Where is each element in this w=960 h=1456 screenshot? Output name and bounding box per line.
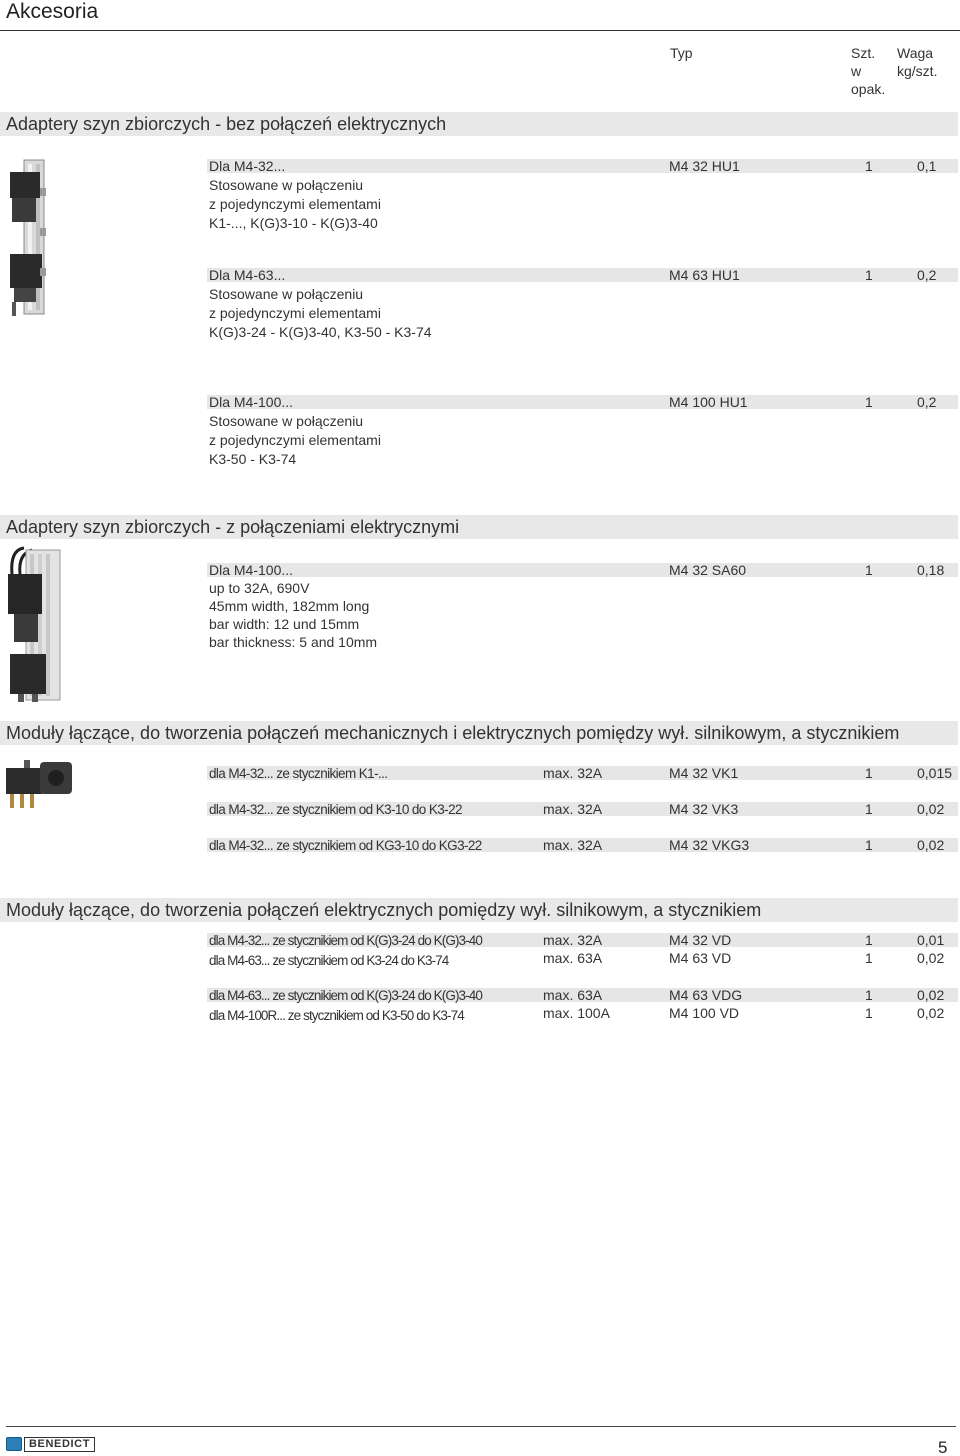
module-description: dla M4-63... ze stycznikiem od K3-24 do K3-74 <box>209 953 449 968</box>
max-current: max. 32A <box>543 932 603 948</box>
description-line: z pojedynczymi elementami <box>209 305 381 321</box>
module-description: dla M4-32... ze stycznikiem od K3-10 do K3-22 <box>209 802 462 817</box>
product-description <box>209 393 381 469</box>
logo-mark-icon <box>6 1437 22 1451</box>
product-type: M4 32 VK3 <box>669 801 739 817</box>
pack-quantity: 1 <box>865 950 873 966</box>
max-current: max. 63A <box>543 950 603 966</box>
section-title: Moduły łączące, do tworzenia połączeń mechanicznych i elektrycznych pomiędzy wył. silnikowym, a stycznikiem <box>0 721 958 745</box>
column-header-waga-line: kg/szt. <box>897 63 938 79</box>
column-header-szt-line: w <box>851 63 862 79</box>
module-description: dla M4-100R... ze stycznikiem od K3-50 do K3-74 <box>209 1008 464 1023</box>
weight: 0,1 <box>917 158 937 174</box>
description-line: Dla M4-100... <box>209 394 294 410</box>
module-description: dla M4-32... ze stycznikiem od KG3-10 do KG3-22 <box>209 838 482 853</box>
module-description: dla M4-32... ze stycznikiem od K(G)3-24 do K(G)3-40 <box>209 933 482 948</box>
pack-quantity: 1 <box>865 267 873 283</box>
description-line: K3-50 - K3-74 <box>209 451 297 467</box>
product-description <box>209 561 377 651</box>
product-type: M4 63 HU1 <box>669 267 740 283</box>
product-type: M4 100 HU1 <box>669 394 748 410</box>
pack-quantity: 1 <box>865 394 873 410</box>
weight: 0,02 <box>917 950 945 966</box>
weight: 0,02 <box>917 987 945 1003</box>
column-header-szt-line: Szt. <box>851 45 876 61</box>
product-type: M4 32 VD <box>669 932 732 948</box>
weight: 0,01 <box>917 932 945 948</box>
section-title: Moduły łączące, do tworzenia połączeń elektrycznych pomiędzy wył. silnikowym, a stycznikiem <box>0 898 958 922</box>
pack-quantity: 1 <box>865 765 873 781</box>
description-line: Stosowane w połączeniu <box>209 177 364 193</box>
max-current: max. 63A <box>543 987 603 1003</box>
weight: 0,02 <box>917 837 945 853</box>
column-header-typ: Typ <box>670 45 693 61</box>
column-header-szt <box>851 44 885 98</box>
section-title: Adaptery szyn zbiorczych - z połączeniami elektrycznymi <box>0 515 958 539</box>
pack-quantity: 1 <box>865 1005 873 1021</box>
description-line: Dla M4-63... <box>209 267 286 283</box>
footer-divider <box>6 1426 956 1427</box>
max-current: max. 100A <box>543 1005 610 1021</box>
max-current: max. 32A <box>543 765 603 781</box>
product-type: M4 32 VKG3 <box>669 837 750 853</box>
product-type: M4 100 VD <box>669 1005 740 1021</box>
weight: 0,2 <box>917 394 937 410</box>
max-current: max. 32A <box>543 801 603 817</box>
weight: 0,02 <box>917 801 945 817</box>
description-line: Dla M4-32... <box>209 158 286 174</box>
page-title: Akcesoria <box>6 0 99 23</box>
product-type: M4 32 HU1 <box>669 158 740 174</box>
page-number: 5 <box>938 1438 948 1456</box>
weight: 0,015 <box>917 765 953 781</box>
product-description <box>209 157 381 233</box>
pack-quantity: 1 <box>865 801 873 817</box>
weight: 0,18 <box>917 562 945 578</box>
description-line: Stosowane w połączeniu <box>209 413 364 429</box>
busbar-adapter-electrical-image <box>4 544 64 704</box>
column-header-waga-line: Waga <box>897 45 934 61</box>
description-line: Stosowane w połączeniu <box>209 286 364 302</box>
description-line: Dla M4-100... <box>209 562 294 578</box>
description-line: z pojedynczymi elementami <box>209 432 381 448</box>
section-title: Adaptery szyn zbiorczych - bez połączeń elektrycznych <box>0 112 958 136</box>
pack-quantity: 1 <box>865 932 873 948</box>
weight: 0,02 <box>917 1005 945 1021</box>
title-divider <box>0 30 960 31</box>
logo-text: BENEDICT <box>24 1437 95 1452</box>
connection-module-image <box>4 758 74 810</box>
description-line: K1-..., K(G)3-10 - K(G)3-40 <box>209 215 378 231</box>
busbar-adapter-image <box>4 158 54 318</box>
product-type: M4 32 SA60 <box>669 562 747 578</box>
benedict-logo <box>6 1436 106 1452</box>
pack-quantity: 1 <box>865 837 873 853</box>
pack-quantity: 1 <box>865 158 873 174</box>
product-type: M4 63 VD <box>669 950 732 966</box>
column-header-waga <box>897 44 937 80</box>
busbar-adapter-electrical-svg <box>4 544 64 704</box>
weight: 0,2 <box>917 267 937 283</box>
product-description <box>209 266 432 342</box>
product-type: M4 32 VK1 <box>669 765 739 781</box>
pack-quantity: 1 <box>865 987 873 1003</box>
connection-module-svg <box>4 758 74 810</box>
description-line: 45mm width, 182mm long <box>209 598 370 614</box>
product-type: M4 63 VDG <box>669 987 743 1003</box>
pack-quantity: 1 <box>865 562 873 578</box>
description-line: z pojedynczymi elementami <box>209 196 381 212</box>
column-header-szt-line: opak. <box>851 81 886 97</box>
description-line: bar width: 12 und 15mm <box>209 616 360 632</box>
module-description: dla M4-63... ze stycznikiem od K(G)3-24 do K(G)3-40 <box>209 988 482 1003</box>
description-line: K(G)3-24 - K(G)3-40, K3-50 - K3-74 <box>209 324 432 340</box>
description-line: up to 32A, 690V <box>209 580 310 596</box>
description-line: bar thickness: 5 and 10mm <box>209 634 378 650</box>
module-description: dla M4-32... ze stycznikiem K1-... <box>209 766 388 781</box>
busbar-adapter-svg <box>4 158 54 318</box>
max-current: max. 32A <box>543 837 603 853</box>
